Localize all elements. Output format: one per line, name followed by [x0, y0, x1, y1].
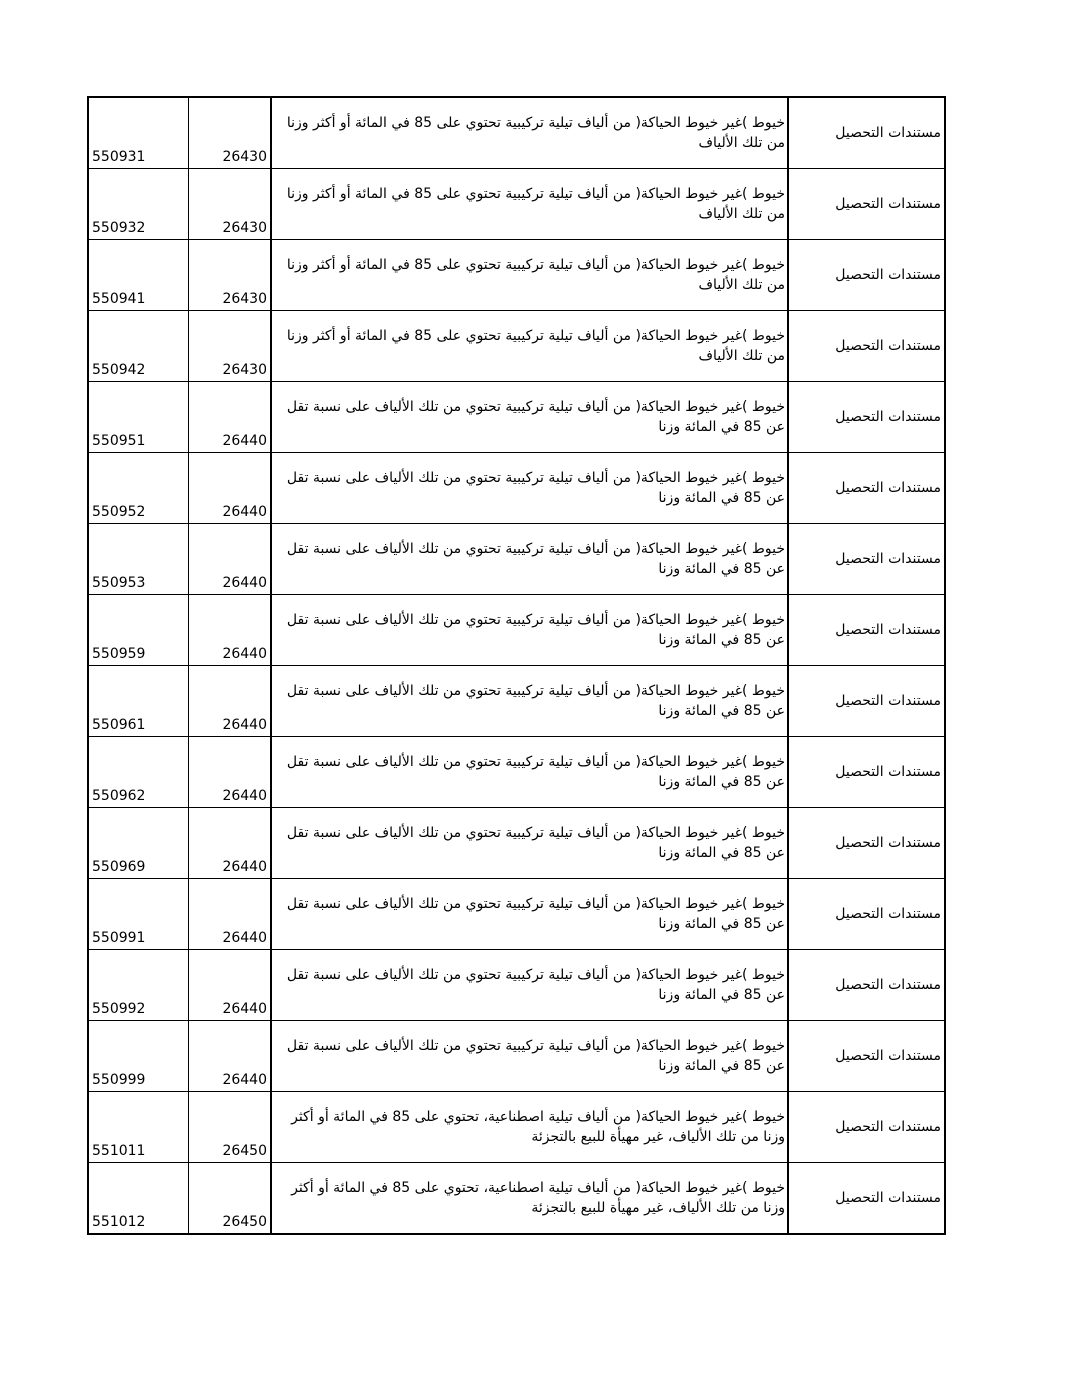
table-row — [88, 1021, 945, 1092]
category-code-cell: 26430 — [188, 240, 271, 311]
source-cell: مستندات التحصيل — [788, 97, 945, 169]
description-cell: خيوط )غير خيوط الحياكة( من ألياف تيلية تركيبية تحتوي على 85 في المائة أو أكثر وزنا من تلك الألياف — [271, 169, 788, 240]
description-cell: خيوط )غير خيوط الحياكة( من ألياف تيلية تركيبية تحتوي من تلك الألياف على نسبة تقل عن 85 في المائة وزنا — [271, 950, 788, 1021]
source-cell: مستندات التحصيل — [788, 382, 945, 453]
source-cell: مستندات التحصيل — [788, 240, 945, 311]
hs-code-cell: 550942 — [88, 311, 188, 382]
description-cell: خيوط )غير خيوط الحياكة( من ألياف تيلية اصطناعية، تحتوي على 85 في المائة أو أكثر وزنا من تلك الألياف، غير مهيأة للبيع بالتجزئة — [271, 1163, 788, 1235]
source-cell: مستندات التحصيل — [788, 1092, 945, 1163]
table-row — [88, 169, 945, 240]
category-code-cell: 26430 — [188, 311, 271, 382]
hs-code-cell: 550959 — [88, 595, 188, 666]
table-row — [88, 1092, 945, 1163]
table-row — [88, 737, 945, 808]
table-row — [88, 311, 945, 382]
hs-code-cell: 550941 — [88, 240, 188, 311]
source-cell: مستندات التحصيل — [788, 169, 945, 240]
category-code-cell: 26450 — [188, 1092, 271, 1163]
table-row — [88, 1163, 945, 1235]
source-cell: مستندات التحصيل — [788, 453, 945, 524]
table-row — [88, 382, 945, 453]
category-code-cell: 26430 — [188, 97, 271, 169]
description-cell: خيوط )غير خيوط الحياكة( من ألياف تيلية تركيبية تحتوي من تلك الألياف على نسبة تقل عن 85 في المائة وزنا — [271, 453, 788, 524]
category-code-cell: 26440 — [188, 879, 271, 950]
description-cell: خيوط )غير خيوط الحياكة( من ألياف تيلية تركيبية تحتوي من تلك الألياف على نسبة تقل عن 85 في المائة وزنا — [271, 382, 788, 453]
table-row — [88, 524, 945, 595]
source-cell: مستندات التحصيل — [788, 879, 945, 950]
table-row — [88, 879, 945, 950]
table-row — [88, 240, 945, 311]
hs-code-cell: 550951 — [88, 382, 188, 453]
description-cell: خيوط )غير خيوط الحياكة( من ألياف تيلية تركيبية تحتوي من تلك الألياف على نسبة تقل عن 85 في المائة وزنا — [271, 1021, 788, 1092]
table-row — [88, 666, 945, 737]
category-code-cell: 26440 — [188, 666, 271, 737]
category-code-cell: 26430 — [188, 169, 271, 240]
hs-code-cell: 551012 — [88, 1163, 188, 1235]
category-code-cell: 26440 — [188, 453, 271, 524]
category-code-cell: 26440 — [188, 808, 271, 879]
source-cell: مستندات التحصيل — [788, 524, 945, 595]
hs-code-cell: 551011 — [88, 1092, 188, 1163]
source-cell: مستندات التحصيل — [788, 595, 945, 666]
tariff-table — [87, 96, 946, 1235]
table-row — [88, 950, 945, 1021]
category-code-cell: 26440 — [188, 524, 271, 595]
category-code-cell: 26440 — [188, 737, 271, 808]
table-row — [88, 97, 945, 169]
table-row — [88, 808, 945, 879]
description-cell: خيوط )غير خيوط الحياكة( من ألياف تيلية تركيبية تحتوي من تلك الألياف على نسبة تقل عن 85 في المائة وزنا — [271, 737, 788, 808]
source-cell: مستندات التحصيل — [788, 1163, 945, 1235]
source-cell: مستندات التحصيل — [788, 808, 945, 879]
hs-code-cell: 550953 — [88, 524, 188, 595]
hs-code-cell: 550991 — [88, 879, 188, 950]
category-code-cell: 26440 — [188, 382, 271, 453]
description-cell: خيوط )غير خيوط الحياكة( من ألياف تيلية تركيبية تحتوي على 85 في المائة أو أكثر وزنا من تلك الألياف — [271, 311, 788, 382]
source-cell: مستندات التحصيل — [788, 666, 945, 737]
source-cell: مستندات التحصيل — [788, 737, 945, 808]
hs-code-cell: 550931 — [88, 97, 188, 169]
category-code-cell: 26440 — [188, 595, 271, 666]
description-cell: خيوط )غير خيوط الحياكة( من ألياف تيلية تركيبية تحتوي من تلك الألياف على نسبة تقل عن 85 في المائة وزنا — [271, 808, 788, 879]
hs-code-cell: 550992 — [88, 950, 188, 1021]
description-cell: خيوط )غير خيوط الحياكة( من ألياف تيلية تركيبية تحتوي على 85 في المائة أو أكثر وزنا من تلك الألياف — [271, 97, 788, 169]
description-cell: خيوط )غير خيوط الحياكة( من ألياف تيلية تركيبية تحتوي من تلك الألياف على نسبة تقل عن 85 في المائة وزنا — [271, 524, 788, 595]
description-cell: خيوط )غير خيوط الحياكة( من ألياف تيلية تركيبية تحتوي من تلك الألياف على نسبة تقل عن 85 في المائة وزنا — [271, 879, 788, 950]
hs-code-cell: 550961 — [88, 666, 188, 737]
source-cell: مستندات التحصيل — [788, 1021, 945, 1092]
table-body — [88, 97, 945, 1234]
description-cell: خيوط )غير خيوط الحياكة( من ألياف تيلية اصطناعية، تحتوي على 85 في المائة أو أكثر وزنا من تلك الألياف، غير مهيأة للبيع بالتجزئة — [271, 1092, 788, 1163]
hs-code-cell: 550999 — [88, 1021, 188, 1092]
hs-code-cell: 550962 — [88, 737, 188, 808]
description-cell: خيوط )غير خيوط الحياكة( من ألياف تيلية تركيبية تحتوي على 85 في المائة أو أكثر وزنا من تلك الألياف — [271, 240, 788, 311]
category-code-cell: 26440 — [188, 1021, 271, 1092]
description-cell: خيوط )غير خيوط الحياكة( من ألياف تيلية تركيبية تحتوي من تلك الألياف على نسبة تقل عن 85 في المائة وزنا — [271, 595, 788, 666]
description-cell: خيوط )غير خيوط الحياكة( من ألياف تيلية تركيبية تحتوي من تلك الألياف على نسبة تقل عن 85 في المائة وزنا — [271, 666, 788, 737]
table-row — [88, 453, 945, 524]
category-code-cell: 26450 — [188, 1163, 271, 1235]
category-code-cell: 26440 — [188, 950, 271, 1021]
source-cell: مستندات التحصيل — [788, 311, 945, 382]
source-cell: مستندات التحصيل — [788, 950, 945, 1021]
table-row — [88, 595, 945, 666]
hs-code-cell: 550969 — [88, 808, 188, 879]
hs-code-cell: 550932 — [88, 169, 188, 240]
hs-code-cell: 550952 — [88, 453, 188, 524]
